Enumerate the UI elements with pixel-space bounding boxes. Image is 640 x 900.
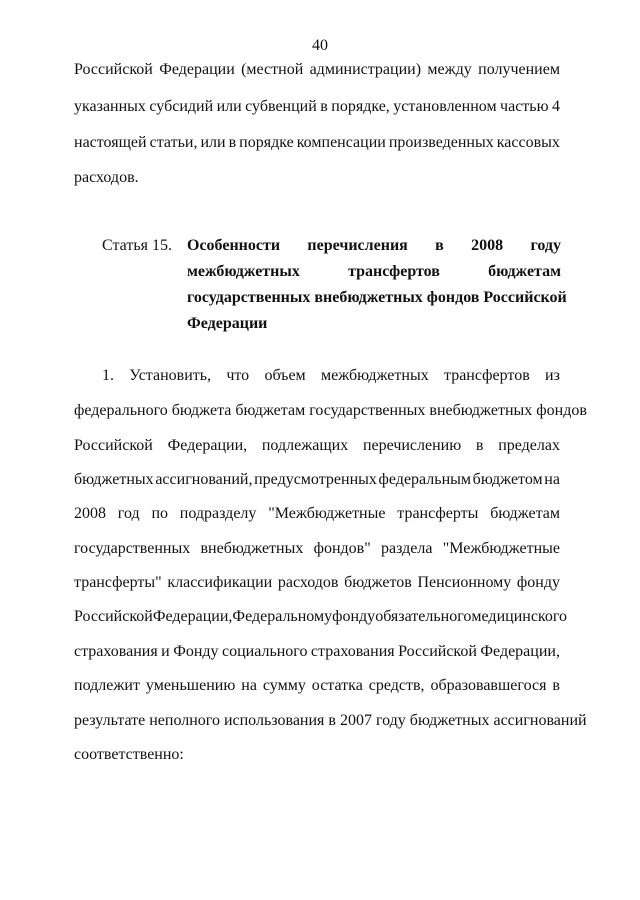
word: фонду [332,608,376,625]
word: бюджетов [344,574,412,591]
word: раздела [381,540,433,557]
word: или [216,98,242,115]
paragraph-1-line-7 [74,573,560,593]
word: подлежащих [261,437,349,454]
word: из [545,367,560,384]
word: Федеральному [232,608,333,625]
word: уменьшению [145,677,236,694]
word: администрации) [309,61,422,78]
word: ассигнований, [155,471,253,488]
word: на [544,471,560,488]
word: трансферты [397,505,479,522]
word: Федерации, [480,643,560,660]
word: Российской [74,61,153,78]
word: подлежит [74,677,140,694]
word: классификации [167,574,273,591]
word: федеральным [378,471,472,488]
word: средств, [368,677,425,694]
word: Федерации, [152,608,233,625]
word: (местной [241,61,304,78]
word: социального [221,643,308,660]
article-title-line-3: государственных внебюджетных фондов Российской [187,289,567,306]
word: что [226,367,250,384]
word: на [241,677,257,694]
word: субсидий [149,98,214,115]
paragraph-1-line-11: результате неполного использования в 2007 году бюджетных ассигнований [74,712,587,729]
paragraph-1-line-2: федерального бюджета бюджетам государственных внебюджетных фондов [74,402,587,419]
word: остатка [311,677,363,694]
word: межбюджетных [187,263,300,280]
word: расходов [277,574,339,591]
word: статьи, [149,134,198,151]
word: в [475,437,484,454]
article-title-line-1 [187,236,561,256]
word: Российской [74,437,153,454]
word: внебюджетных [200,540,304,557]
word: межбюджетных [320,367,429,384]
word: порядке, [331,98,390,115]
word: получением [478,61,560,78]
word: по [151,505,168,522]
word: трансфертов [444,367,530,384]
word: бюджетам [490,505,560,522]
word: фондов" [313,540,371,557]
word: или [200,134,226,151]
article-title-line-2 [187,262,561,282]
paragraph-1-line-9 [74,642,560,662]
word: Федерации, [167,437,248,454]
word: год [117,505,140,522]
paragraph-1-line-5 [74,504,560,524]
paragraph-1-line-4 [74,470,560,490]
word: Российской [74,608,153,625]
word: в [552,677,560,694]
word: субвенций [245,98,317,115]
word: в [435,237,444,254]
word: трансфертов [348,263,440,280]
paragraph-1-line-8 [74,607,568,627]
word: компенсации [296,134,386,151]
word: бюджетам [488,263,561,280]
word: в [320,98,328,115]
word: 4 [552,98,560,115]
word: фонду [516,574,560,591]
word: Фонду [173,643,219,660]
word: государственных [74,540,191,557]
word: "Межбюджетные [442,540,560,557]
word: установленном [393,98,497,115]
word: пределах [498,437,560,454]
continuation-line-2 [74,97,560,117]
word: бюджетных [74,471,154,488]
word: между [427,61,472,78]
word: Особенности [187,237,281,254]
word: и [161,643,170,660]
word: предусмотренных [254,471,377,488]
article-label: Статья 15. [102,237,172,254]
word: в [228,134,237,151]
word: сумму [262,677,306,694]
paragraph-1-line-10 [74,676,560,696]
word: объем [264,367,306,384]
word: Федерации [159,61,235,78]
word: перечислению [362,437,462,454]
word: частью [500,98,549,115]
continuation-line-3 [74,133,560,153]
word: 1. [102,367,114,384]
word: трансферты" [74,574,162,591]
word: Пенсионному [417,574,512,591]
word: "Межбюджетные [268,505,386,522]
word: кассовых [496,134,560,151]
paragraph-1-line-3 [74,436,560,456]
word: произведенных [388,134,494,151]
page-number: 40 [312,37,328,54]
continuation-line-4: расходов. [74,169,139,186]
word: подразделу [179,505,257,522]
paragraph-1-line-12: соответственно: [74,746,184,763]
word: порядке [239,134,294,151]
word: бюджетом [472,471,543,488]
article-title-line-4: Федерации [187,315,268,332]
word: Установить, [129,367,212,384]
word: образовавшегося [430,677,547,694]
word: настоящей [74,134,147,151]
paragraph-1-line-6 [74,539,560,559]
word: страхования [74,643,158,660]
word: 2008 [471,237,504,254]
word: медицинского [471,608,568,625]
word: перечисления [307,237,408,254]
word: обязательного [375,608,472,625]
paragraph-1-line-1 [102,366,560,386]
word: году [530,237,561,254]
continuation-line-1 [74,60,560,80]
word: Российской [398,643,477,660]
word: 2008 [74,505,106,522]
word: указанных [74,98,146,115]
word: страхования [310,643,395,660]
